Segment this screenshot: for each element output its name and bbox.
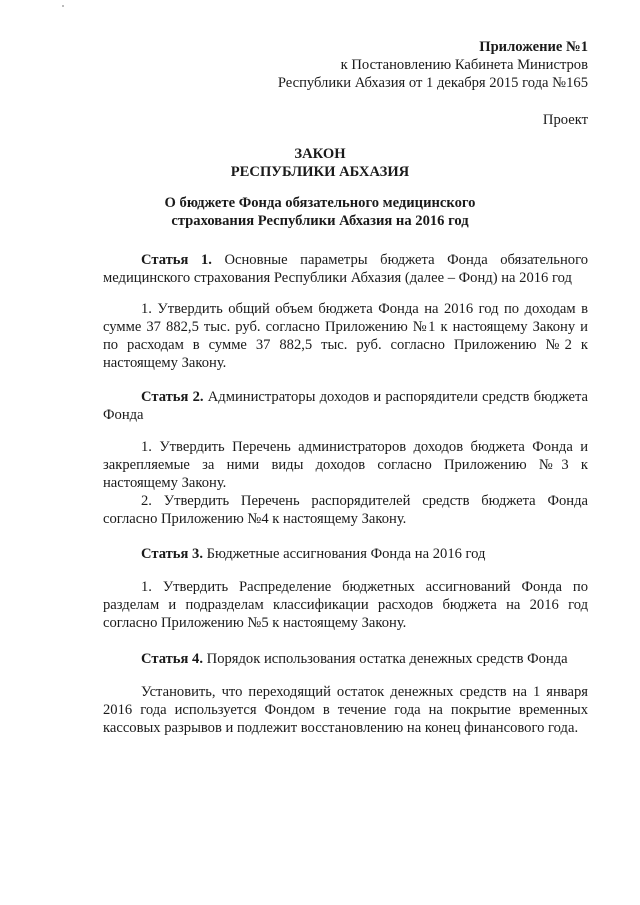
- article-2-title: Администраторы доходов и распорядители средств бюджета Фонда: [103, 389, 588, 423]
- law-subject-line-1: О бюджете Фонда обязательного медицинского: [164, 195, 476, 211]
- article-2-item-1: 1. Утвердить Перечень администраторов доходов бюджета Фонда и закрепляемые за ними виды доходов согласно Приложению №3 к настоящему Закону.: [103, 439, 588, 491]
- appendix-header: [278, 38, 588, 92]
- article-3-label: Статья 3.: [141, 546, 203, 562]
- article-1-title: Основные параметры бюджета Фонда обязательного медицинского страхования Республики Абхазия (далее – Фонд) на 2016 год: [103, 252, 588, 286]
- article-1-item-1: 1. Утвердить общий объем бюджета Фонда на 2016 год по доходам в сумме 37 882,5 тыс. руб. согласно Приложению №1 к настоящему Закону и по расходам в сумме 37 882,5 тыс. руб. согласно Приложению №2 к настоящему Закону.: [103, 301, 588, 371]
- law-title: [0, 145, 640, 181]
- article-2-item-2: 2. Утвердить Перечень распорядителей средств бюджета Фонда согласно Приложению №4 к настоящему Закону.: [103, 493, 588, 527]
- law-title-line-2: РЕСПУБЛИКИ АБХАЗИЯ: [230, 164, 410, 180]
- article-3-heading: [103, 545, 588, 563]
- article-4-title: Порядок использования остатка денежных средств Фонда: [206, 651, 568, 667]
- article-4-item-1: Установить, что переходящий остаток денежных средств на 1 января 2016 года используется Фондом в течение года на покрытие временных кассовых разрывов и подлежит восстановлению на конец финансового года.: [103, 684, 588, 736]
- article-1-label: Статья 1.: [141, 252, 212, 268]
- article-4-label: Статья 4.: [141, 651, 203, 667]
- scan-mark: [62, 5, 64, 7]
- law-title-line-1: ЗАКОН: [294, 146, 346, 162]
- article-2-heading: [103, 388, 588, 424]
- draft-label: Проект: [542, 112, 588, 128]
- article-2-label: Статья 2.: [141, 389, 204, 405]
- law-subject-line-2: страхования Республики Абхазия на 2016 год: [171, 213, 469, 229]
- appendix-title: Приложение №1: [479, 39, 588, 55]
- article-4-heading: [103, 650, 588, 668]
- article-3-title: Бюджетные ассигнования Фонда на 2016 год: [206, 546, 486, 562]
- appendix-decree: Республики Абхазия от 1 декабря 2015 года №165: [277, 75, 588, 91]
- appendix-reference: к Постановлению Кабинета Министров: [340, 57, 588, 73]
- article-3-item-1: 1. Утвердить Распределение бюджетных ассигнований Фонда по разделам и подразделам классификации расходов бюджета на 2016 год согласно Приложению №5 к настоящему Закону.: [103, 579, 588, 631]
- law-subject: [0, 194, 640, 230]
- article-1-heading: [103, 251, 588, 287]
